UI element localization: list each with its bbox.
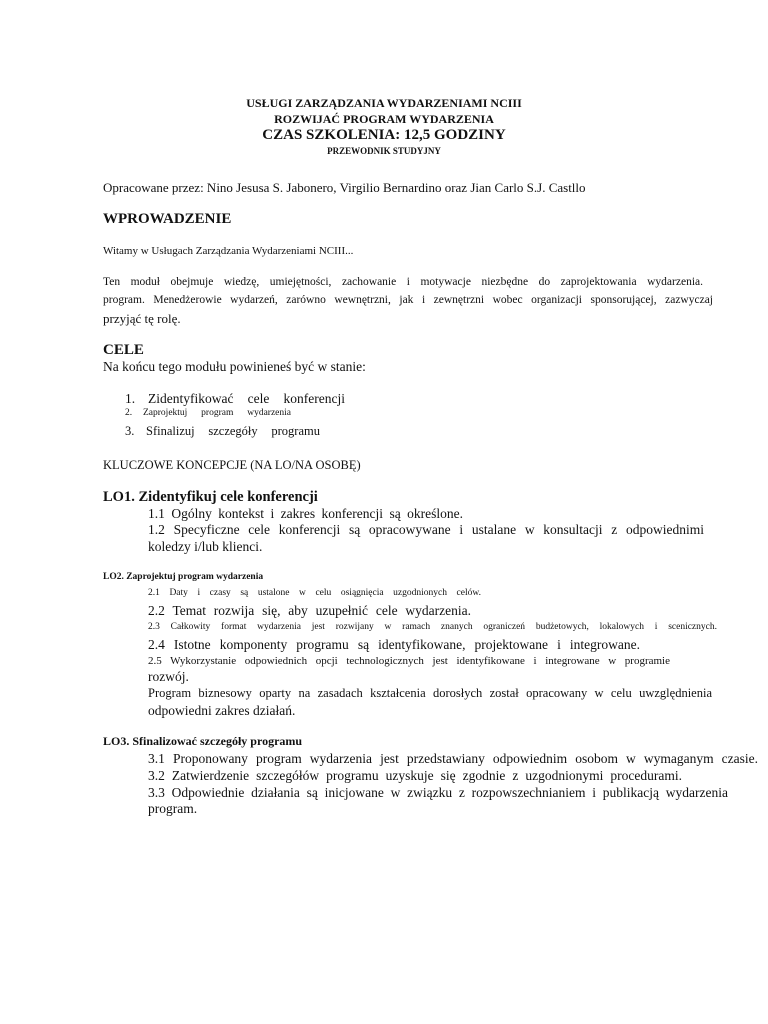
intro-paragraph-line: Ten moduł obejmuje wiedzę, umiejętności, zachowanie i motywacje niezbędne do zaprojektowania wydarzenia.	[103, 276, 703, 288]
intro-heading: WPROWADZENIE	[103, 211, 232, 227]
header-training-time: CZAS SZKOLENIA: 12,5 GODZINY	[262, 127, 506, 143]
lo2-item: 2.3 Całkowity format wydarzenia jest rozwijany w ramach znanych ograniczeń budżetowych, lokalowych i scenicznych.	[148, 622, 717, 632]
intro-paragraph-line: przyjąć tę rolę.	[103, 311, 181, 326]
goal-item-text: Zaprojektuj program wydarzenia	[143, 408, 291, 418]
header-subtitle: ROZWIJAĆ PROGRAM WYDARZENIA	[274, 112, 494, 126]
lo2-heading: LO2. Zaprojektuj program wydarzenia	[103, 572, 264, 582]
goal-item-number: 3.	[125, 424, 135, 438]
lo1-item: koledzy i/lub klienci.	[148, 539, 263, 554]
intro-welcome: Witamy w Usługach Zarządzania Wydarzeniami NCIII...	[103, 245, 354, 257]
lo1-item: 1.1 Ogólny kontekst i zakres konferencji są określone.	[148, 506, 463, 521]
lo3-item: 3.2 Zatwierdzenie szczegółów programu uzyskuje się zgodnie z uzgodnionymi procedurami.	[148, 768, 682, 783]
lo2-item: rozwój.	[148, 669, 189, 684]
goals-lead: Na końcu tego modułu powinieneś być w stanie:	[103, 359, 366, 374]
lo3-heading: LO3. Sfinalizować szczegóły programu	[103, 734, 303, 748]
header-title: USŁUGI ZARZĄDZANIA WYDARZENIAMI NCIII	[246, 96, 522, 110]
authors-line: Opracowane przez: Nino Jesusa S. Jabonero, Virgilio Bernardino oraz Jian Carlo S.J. Castllo	[103, 180, 586, 195]
lo1-item: 1.2 Specyficzne cele konferencji są opracowywane i ustalane w konsultacji z odpowiednimi	[148, 522, 704, 537]
goal-item-text: Sfinalizuj szczegóły programu	[146, 424, 320, 438]
goal-item-number: 2.	[125, 408, 133, 418]
goals-heading: CELE	[103, 342, 144, 358]
lo1-heading: LO1. Zidentyfikuj cele konferencji	[103, 489, 318, 505]
lo3-item: program.	[148, 801, 198, 816]
lo2-item: odpowiedni zakres działań.	[148, 703, 296, 718]
goal-item-text: Zidentyfikować cele konferencji	[148, 391, 345, 406]
lo3-item: 3.1 Proponowany program wydarzenia jest przedstawiany odpowiednim osobom w wymaganym czasie.	[148, 751, 758, 766]
header-study-guide: PRZEWODNIK STUDYJNY	[327, 146, 441, 156]
lo2-item: 2.4 Istotne komponenty programu są identyfikowane, projektowane i integrowane.	[148, 637, 640, 652]
intro-paragraph-line: program. Menedżerowie wydarzeń, zarówno wewnętrzni, jak i zewnętrzni wobec organizacji sponsorującej, zazwyczaj	[103, 294, 713, 306]
key-concepts-heading: KLUCZOWE KONCEPCJE (NA LO/NA OSOBĘ)	[103, 458, 361, 472]
goal-item-number: 1.	[125, 391, 136, 406]
lo2-item: Program biznesowy oparty na zasadach kształcenia dorosłych został opracowany w celu uwzględnienia	[148, 686, 712, 700]
lo2-item: 2.5 Wykorzystanie odpowiednich opcji technologicznych jest identyfikowane i integrowane w programie	[148, 655, 670, 667]
lo2-item: 2.1 Daty i czasy są ustalone w celu osiągnięcia uzgodnionych celów.	[148, 588, 481, 598]
lo3-item: 3.3 Odpowiednie działania są inicjowane w związku z rozpowszechnianiem i publikacją wydarzenia	[148, 785, 728, 800]
lo2-item: 2.2 Temat rozwija się, aby uzupełnić cele wydarzenia.	[148, 603, 471, 618]
